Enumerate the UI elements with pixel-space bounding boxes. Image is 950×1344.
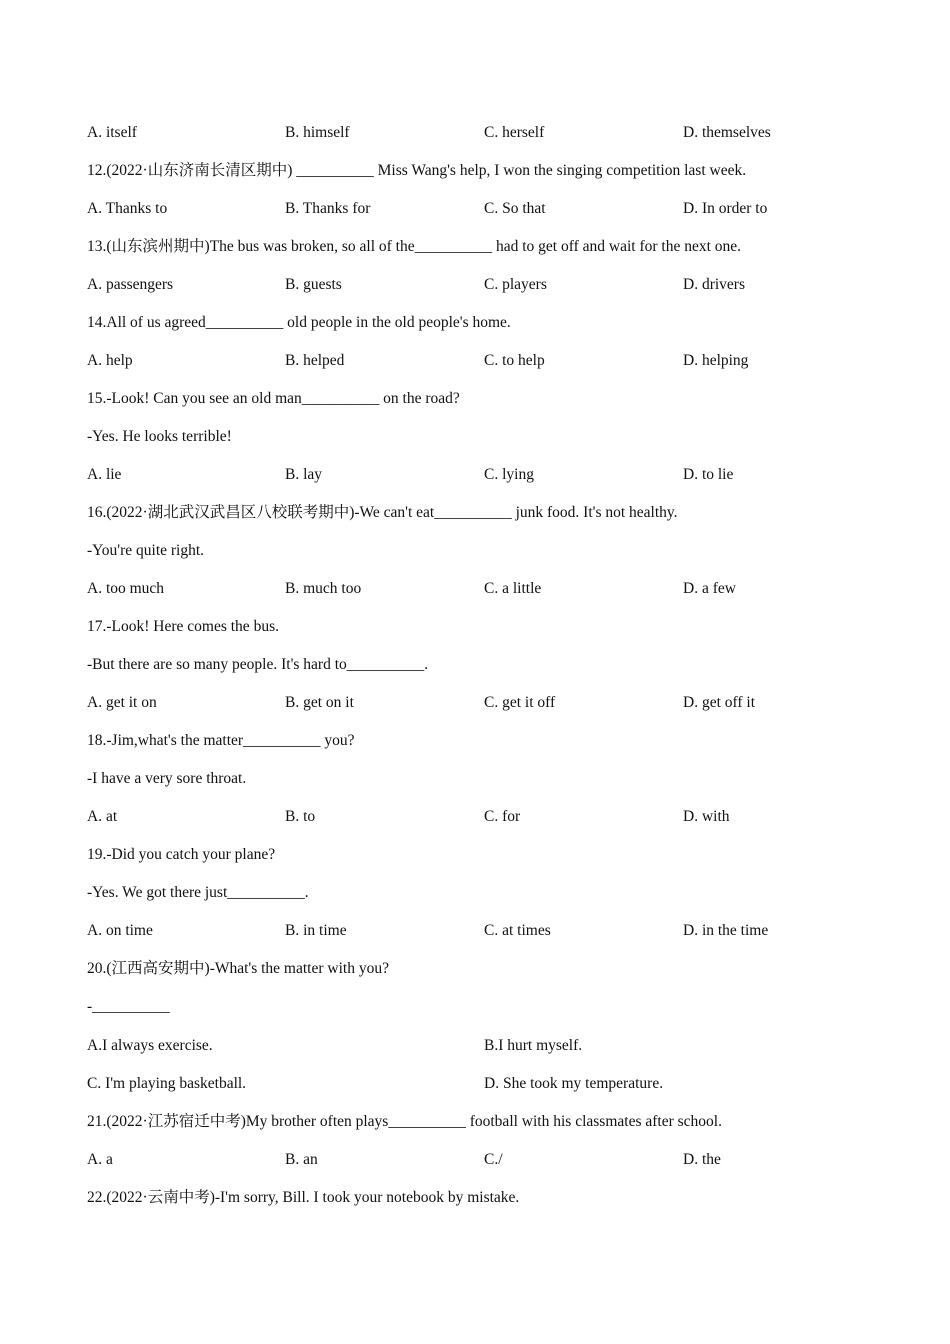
option-c: C. players — [484, 276, 547, 293]
option-a: A. passengers — [87, 276, 174, 293]
option-c: C. get it off — [484, 694, 556, 711]
option-a: A. a — [87, 1151, 113, 1168]
option-a: A. get it on — [87, 694, 157, 711]
question-18: 18.-Jim,what's the matter__________ you? — [87, 732, 355, 749]
option-b: B. Thanks for — [285, 200, 371, 217]
option-d: D. themselves — [683, 124, 771, 141]
option-b: B.I hurt myself. — [484, 1037, 583, 1054]
option-d: D. helping — [683, 352, 749, 369]
option-c: C. for — [484, 808, 521, 825]
option-a: A.I always exercise. — [87, 1037, 213, 1054]
question-17-reply: -But there are so many people. It's hard to__________. — [87, 656, 429, 673]
option-c: C. I'm playing basketball. — [87, 1075, 247, 1092]
option-b: B. guests — [285, 276, 342, 293]
option-b: B. lay — [285, 466, 323, 483]
option-c: C. at times — [484, 922, 551, 939]
option-a: A. Thanks to — [87, 200, 168, 217]
option-b: B. helped — [285, 352, 345, 369]
question-22: 22.(2022·云南中考)-I'm sorry, Bill. I took your notebook by mistake. — [87, 1189, 520, 1206]
question-21: 21.(2022·江苏宿迁中考)My brother often plays__________ football with his classmates after school. — [87, 1113, 722, 1130]
option-d: D. the — [683, 1151, 721, 1168]
option-d: D. in the time — [683, 922, 769, 939]
option-b: B. in time — [285, 922, 347, 939]
question-14: 14.All of us agreed__________ old people in the old people's home. — [87, 314, 511, 331]
option-a: A. help — [87, 352, 133, 369]
option-d: D. get off it — [683, 694, 756, 711]
question-17: 17.-Look! Here comes the bus. — [87, 618, 279, 635]
question-19: 19.-Did you catch your plane? — [87, 846, 276, 863]
option-d: D. She took my temperature. — [484, 1075, 664, 1092]
option-c: C. lying — [484, 466, 534, 483]
option-b: B. much too — [285, 580, 362, 597]
option-c: C./ — [484, 1151, 503, 1168]
question-20: 20.(江西高安期中)-What's the matter with you? — [87, 960, 389, 977]
question-18-reply: -I have a very sore throat. — [87, 770, 247, 787]
option-b: B. an — [285, 1151, 318, 1168]
option-b: B. himself — [285, 124, 350, 141]
question-16-reply: -You're quite right. — [87, 542, 205, 559]
option-a: A. itself — [87, 124, 137, 141]
option-c: C. to help — [484, 352, 545, 369]
question-19-reply: -Yes. We got there just__________. — [87, 884, 309, 901]
option-a: A. lie — [87, 466, 122, 483]
question-20-reply: -__________ — [87, 998, 170, 1015]
option-c: C. herself — [484, 124, 545, 141]
option-d: D. a few — [683, 580, 736, 597]
question-16: 16.(2022·湖北武汉武昌区八校联考期中)-We can't eat__________ junk food. It's not healthy. — [87, 504, 678, 521]
option-d: D. with — [683, 808, 730, 825]
question-13: 13.(山东滨州期中)The bus was broken, so all of the__________ had to get off and wait for the next one. — [87, 238, 742, 255]
question-12: 12.(2022·山东济南长清区期中) __________ Miss Wang's help, I won the singing competition last week. — [87, 162, 747, 179]
question-15-reply: -Yes. He looks terrible! — [87, 428, 232, 445]
option-d: D. drivers — [683, 276, 745, 293]
option-a: A. at — [87, 808, 118, 825]
option-a: A. too much — [87, 580, 165, 597]
option-d: D. In order to — [683, 200, 768, 217]
option-c: C. So that — [484, 200, 546, 217]
option-c: C. a little — [484, 580, 542, 597]
option-a: A. on time — [87, 922, 153, 939]
option-b: B. get on it — [285, 694, 354, 711]
question-15: 15.-Look! Can you see an old man__________ on the road? — [87, 390, 460, 407]
option-d: D. to lie — [683, 466, 734, 483]
option-b: B. to — [285, 808, 316, 825]
